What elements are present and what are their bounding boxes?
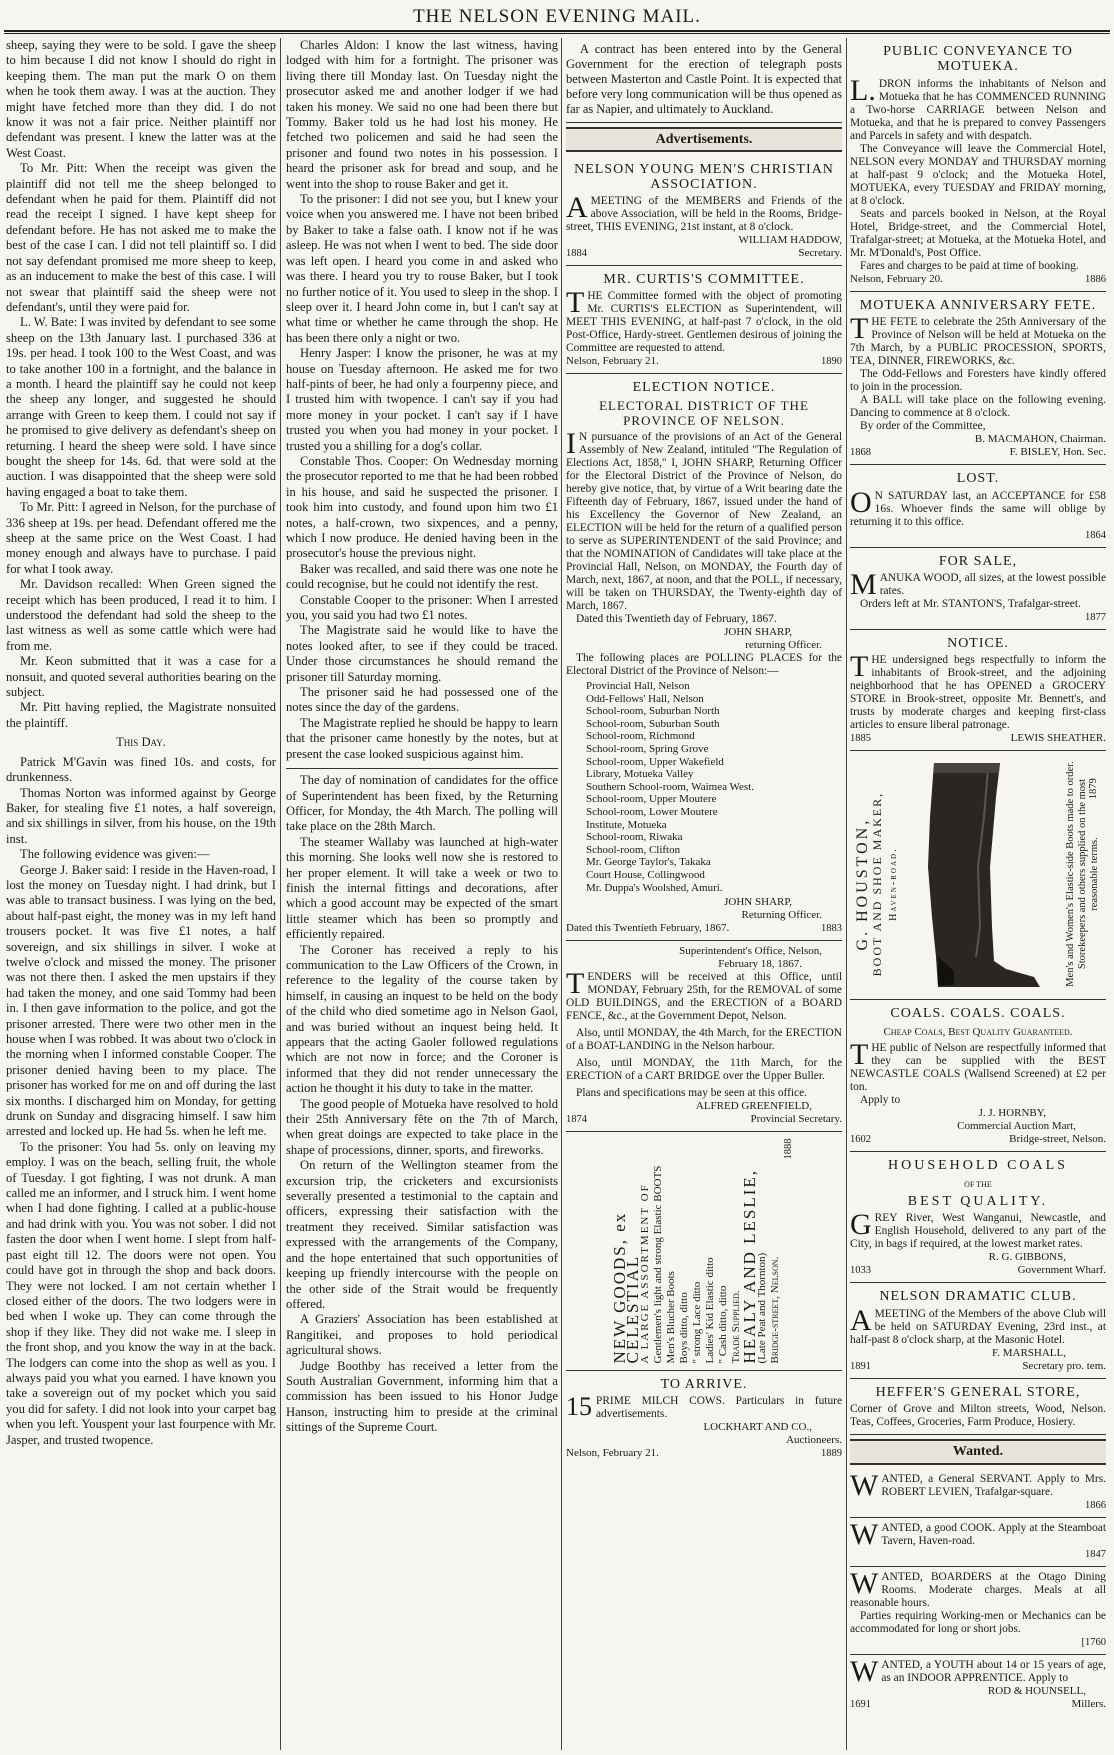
ad-office-date: February 18, 1867. [718, 958, 802, 971]
ad-body: A BALL will take place on the following evening. Dancing to commence at 8 o'clock. [850, 394, 1106, 420]
ad-role: returning Officer. [745, 639, 822, 651]
ad-body: AMEETING of the Members of the above Club will be held on SATURDAY Evening, 23rd inst., at half-past 8 o'clock sharp, at the Masonic Hotel. [850, 1303, 1106, 1346]
list-item: Library, Motueka Valley [586, 768, 694, 781]
list-item: Provincial Hall, Nelson [586, 680, 690, 692]
ad-number: 1889 [821, 1448, 842, 1460]
ad-body: WANTED, a YOUTH about 14 or 15 years of age, as an INDOOR APPRENTICE. Apply to [850, 1654, 1106, 1688]
ad-title: ELECTION NOTICE. [632, 380, 776, 395]
ad-body: AMEETING of the MEMBERS and Friends of the above Association, will be held in the Rooms, Bridge-street, THIS EVENING, 21st instant, at 8 o'clock. [566, 191, 842, 233]
paragraph: The good people of Motueka have resolved to hold their 25th Anniversary fête on the 7th of March, when great doings are expected to take place in the shape of processions, dinner, sports, and fireworks. [286, 1096, 558, 1157]
wanted-header: Wanted. [850, 1439, 1106, 1464]
list-item: Ladies' Kid Elastic ditto [704, 1257, 716, 1364]
ad-title: NOTICE. [947, 636, 1009, 652]
ad-line: Gentlemen's light and strong Elastic BOOTS [652, 1165, 664, 1364]
ad-role: Returning Officer. [741, 909, 822, 922]
polling-intro: The following places are POLLING PLACES for the Electoral District of the Province of Nelson:— [566, 652, 842, 677]
paragraph: sheep, saying they were to be sold. I gave the sheep to him because I did not know I should do right in keeping them. The man put the mark O on them when he took them away. I was at the auction. They might have fetched more than they did. I do not know it was not a fair price. Neither plaintiff nor defendant was present. I knew the latter was at the West Coast. [6, 38, 276, 160]
paragraph: On return of the Wellington steamer from the excursion trip, the cricketers and excursionists severally presented a testimonial to the captain and officers, expressing their satisfaction with the treatment they received. Similar satisfaction was expressed with the arrangements of the Company, and the hope entertained that such opportunities of keeping up friendly intercourse with the people on the other side of the Strait would be frequently offered. [286, 1158, 558, 1311]
ad-body [566, 1392, 842, 1422]
list-item: " strong Lace ditto [691, 1281, 703, 1364]
list-item: Southern School-room, Waimea West. [586, 780, 754, 793]
paragraph: Mr. Pitt having replied, the Magistrate nonsuited the plaintiff. [6, 700, 276, 730]
column-rule [561, 38, 562, 1750]
ad-title: MOTUEKA ANNIVERSARY FETE. [859, 297, 1097, 313]
boot-maker-ad [850, 751, 1106, 1000]
ad-signer: ROD & HOUNSELL, [987, 1684, 1086, 1697]
masthead-rule [4, 30, 1110, 34]
ad-signer: F. BISLEY, Hon. Sec. [1009, 446, 1106, 459]
list-item: Mr. Duppa's Woolshed, Amuri. [586, 881, 723, 894]
dramatic-club-ad [850, 1283, 1106, 1378]
list-item: School-room, Upper Wakefield [586, 755, 724, 768]
ad-role: Bridge-street, Nelson. [1009, 1133, 1106, 1146]
ad-name: G. HOUSTON, [853, 818, 871, 951]
for-sale-ad [850, 548, 1106, 630]
ad-number: 1877 [1085, 612, 1106, 624]
paragraph: To the prisoner: You had 5s. only on leaving my employ. I was on the beach, selling fruit, the whole of Tuesday. I got fighting, I was not drunk. A man called me an informer, and I struck him. I went home when I had done fighting. I called at a public-house and had drink with you. You was not sober. I did not fasten the door when I went home. I slept from half-past eight till 12. The doors were not open. You could have got in through the shop and back doors. They were not locked. I am not certain whether I closed either of the doors. The two lodgers were in bed when I woke up. They can come through the shop if they like. They did not wake me. I sleep in the front shop, and you know the way in at the back. The lodgers can come into the shop as well as you. I always paid you what you earned. I have known you take a sovereign out of my pocket which you said you did for safety. I did not look into your carpet bag when you left. Youspent your last fourpence with Mr. Jasper, and trusted twopence. [6, 1139, 276, 1447]
list-item: Boys ditto, ditto [678, 1292, 690, 1364]
ad-title: NELSON YOUNG MEN'S CHRISTIAN ASSOCIATION. [574, 162, 834, 192]
ad-title: NEW GOODS, ex CELESTIAL [610, 1211, 642, 1364]
list-item: Mr. George Taylor's, Takaka [586, 856, 711, 869]
paragraph: The day of nomination of candidates for the office of Superintendent has been fixed, by the Returning Officer, for Monday, the 4th March. The polling will take place on the 28th March. [286, 773, 558, 834]
wanted-ad [850, 1518, 1106, 1567]
election-notice-ad [566, 374, 842, 941]
paragraph: The prisoner said he had possessed one of the notes since the day of the gardens. [286, 685, 558, 715]
list-item: " Cash ditto, ditto [717, 1285, 729, 1364]
ad-body: Corner of Grove and Milton streets, Wood, Nelson. Teas, Coffees, Groceries, Farm Produce, Hosiery. [850, 1403, 1106, 1429]
to-arrive-ad [566, 1371, 842, 1465]
ad-signer: JOHN SHARP, [724, 896, 792, 909]
ad-title: COALS. COALS. COALS. [890, 1006, 1066, 1022]
paragraph: Mr. Keon submitted that it was a case for a nonsuit, and quoted several authorities bearing on the subject. [6, 654, 276, 700]
ad-address: Bridge-street, Nelson. [769, 1256, 781, 1364]
ad-body: THE public of Nelson are respectfully informed that they can be supplied with the BEST NEWCASTLE COALS (Wallsend Screened) at £2 per ton. [850, 1038, 1106, 1094]
conveyance-ad [850, 38, 1106, 292]
paragraph: The Coroner has received a reply to his communication to the Law Officers of the Crown, in reference to the legality of the course taken by himself, in causing an inquest to be held on the body of the child who died sometime ago in Nelson Gaol, and was buried without an inquest being held. It appears that the acting Gaoler followed regulations which are not now in force; and the Coroner is informed that they did not render unnecessary the action he thought it his duty to take in the matter. [286, 942, 558, 1096]
ad-body: WANTED, BOARDERS at the Otago Dining Rooms. Moderate charges. Meals at all reasonable hours. [850, 1566, 1106, 1609]
ad-title: LOST. [956, 471, 1000, 487]
paragraph: A Graziers' Association has been established at Rangitikei, and proposes to hold periodical agricultural shows. [286, 1312, 558, 1358]
ad-signer: J. J. HORNBY, [978, 1107, 1046, 1120]
ad-signer: WILLIAM HADDOW, [738, 234, 842, 246]
paragraph: Mr. Davidson recalled: When Green signed the receipt which has been produced, I read it to him. I understood the defendant had sold the sheep to the last witness as well as some cattle which were had from me. [6, 577, 276, 653]
ad-role: Government Wharf. [1017, 1264, 1106, 1277]
paragraph: Baker was recalled, and said there was one note he could recognise, but he could not identify the rest. [286, 561, 558, 592]
fete-ad [850, 292, 1106, 465]
ad-date: Nelson, February 21. [566, 355, 659, 367]
ad-title: HEFFER'S GENERAL STORE, [875, 1384, 1081, 1400]
paragraph: L. W. Bate: I was invited by defendant to see some sheep on the 13th January last. I purchased 336 at 19s. per head. I took 100 to the West Coast, and was to take another 100 in a fortnight, and the balance in a month. I heard the plaintiff say he could not keep the sheep any longer, and suggested he should arrange with Green to keep them. I could not say if he promised to give delivery as defendant's sheep on returning. I heard the sheep were sold. I have since bought the sheep for 14s. 6d. that were sold at the auction. I was disappointed that the sheep were sold having engaged a boat to take them. [6, 315, 276, 499]
ad-title: NELSON DRAMATIC CLUB. [879, 1289, 1077, 1305]
ad-number: 1874 [566, 1114, 587, 1126]
ad-line: A LARGE ASSORTMENT OF [639, 1183, 651, 1364]
lost-ad [850, 465, 1106, 547]
ad-title: HOUSEHOLD COALS [888, 1158, 1068, 1174]
ad-title: FOR SALE, [938, 553, 1018, 569]
paragraph: The following evidence was given:— [20, 847, 210, 862]
telegraph-notice [566, 38, 842, 123]
ad-title: PUBLIC CONVEYANCE TO MOTUEKA. [883, 44, 1073, 75]
ad-title: TO ARRIVE. [660, 1377, 748, 1393]
section-divider [286, 768, 558, 769]
ad-body: Also, until MONDAY, the 4th March, for the ERECTION of a BOAT-LANDING in the Nelson harbour. [566, 1027, 842, 1053]
section-subhead: This Day. [116, 735, 166, 750]
ad-body: IN pursuance of the provisions of an Act of the General Assembly of New Zealand, intituled "The Regulation of Elections Act, 1858," I, JOHN SHARP, Returning Officer for the Electoral District of the Province of Nelson, do hereby give notice, that, by virtue of a Writ bearing date the Fifteenth day of February, 1867, issued under the hand of his Excellency the Governor of New Zealand, an ELECTION will be held for the return of a qualified person to serve as SUPERINTENDENT of the said Province; and that the NOMINATION of Candidates will take place at the Provincial Hall, Nelson, on MONDAY, the Fourth day of March, next, 1867, at noon, and that the POLL, if necessary, will be taken on THURSDAY, the Twenty-eighth day of March, 1867. [566, 427, 842, 612]
newspaper-title: THE NELSON EVENING MAIL. [413, 6, 701, 27]
ad-number: 1864 [1085, 529, 1106, 541]
ad-subtitle: Cheap Coals, Best Quality Guaranteed. [883, 1025, 1073, 1038]
ad-dated: Dated this Twentieth February, 1867. [566, 922, 730, 935]
boot-illustration-icon [914, 757, 1054, 993]
paragraph: To Mr. Pitt: I agreed in Nelson, for the purchase of 336 sheep at 19s. per head. Defendant offered me the sheep at the same price on the West Coast. I had money enough and always have to purchase. I paid for what I took away. [6, 500, 276, 576]
list-item: School-room, Suburban North [586, 705, 720, 718]
ad-signer: R. G. GIBBONS, [988, 1251, 1066, 1264]
ad-dated: Dated this Twentieth day of February, 1867. [576, 613, 777, 625]
list-item: Men's Blucher Boots [665, 1271, 677, 1364]
paragraph: The Magistrate replied he should be happy to learn that the prisoner came honestly by the notes, but at present the case looked suspicious against him. [286, 715, 558, 761]
list-item: School-room, Riwaka [586, 831, 683, 844]
paragraph: Thomas Norton was informed against by George Baker, for stealing five £1 notes, a half sovereign, and six shillings in silver, from his house, on the 19th inst. [6, 785, 276, 846]
ad-body: Parties requiring Working-men or Mechanics can be accommodated for long or short jobs. [850, 1609, 1106, 1635]
ad-number: [1760 [1081, 1636, 1106, 1648]
paragraph: Patrick M'Gavin was fined 10s. and costs, for drunkenness. [6, 754, 276, 785]
ad-apply: Apply to [860, 1094, 901, 1107]
column-2 [286, 38, 558, 1750]
ad-signer: JOHN SHARP, [724, 626, 792, 638]
list-item: School-room, Upper Moutere [586, 793, 717, 806]
ad-side-text: Men's and Women's Elastic-side Boots made to order. [1065, 761, 1076, 988]
ad-number: 1888 [783, 1138, 794, 1160]
column-rule [280, 38, 281, 1750]
ad-body: L.DRON informs the inhabitants of Nelson and Motueka that he has COMMENCED RUNNING a Two-horse CARRIAGE between Nelson and Motueka, and that he is prepared to convey Passengers and Parcels in safety and with despatch. [850, 73, 1106, 142]
ad-number: 1879 [1087, 778, 1099, 800]
ad-body: Orders left at Mr. STANTON'S, Trafalgar-street. [860, 598, 1081, 611]
list-item: Odd-Fellows' Hall, Nelson [586, 692, 704, 705]
ad-road: Haven-road. [887, 847, 899, 922]
ad-signer: LOCKHART AND CO., [703, 1421, 812, 1434]
ad-body: THE undersigned begs respectfully to inform the inhabitants of Brook-street, and the adjoining neighborhood that he has OPENED a GROCERY STORE in Brook-street, opposite Mr. Bennett's, and trusts by moderate charges and keeping first-class articles to ensure liberal patronage. [850, 650, 1106, 732]
ad-body: WANTED, a General SERVANT. Apply to Mrs. ROBERT LEVIEN, Trafalgar-square. [850, 1468, 1106, 1502]
ad-number: 1890 [821, 356, 842, 367]
household-coals-ad [850, 1152, 1106, 1283]
wanted-ad [850, 1655, 1106, 1716]
ad-subtitle: ELECTORAL DISTRICT OF THE PROVINCE OF NELSON. [599, 398, 809, 428]
paragraph: Charles Aldon: I know the last witness, having lodged with him for a fortnight. The prisoner was living there till Monday last. On Tuesday night the prosecutor asked me and another lodger if we had taken his money. We said no one had been there but Tommy. Baker told us he had lost his money. He fetched two policemen and said he had seen the prisoner and found two notes in his possession. I heard the prisoner ask for bread and soup, and he went into the shop to rouse Baker and get it. [286, 38, 558, 191]
ad-body: Fares and charges to be paid at time of booking. [860, 259, 1079, 272]
paragraph: Constable Thos. Cooper: On Wednesday morning the prosecutor reported to me that he had been robbed in his house, and said he suspected the prisoner. I took him into custody, and found upon him two £1 notes, a half-crown, two sixpences, and a penny, which I now produce. He denied having been in the prosecutor's house the previous night. [286, 453, 558, 561]
ad-number: 1868 [850, 447, 871, 459]
boot-maker-name [855, 775, 901, 995]
notice-ad [850, 630, 1106, 751]
column-4 [850, 38, 1106, 1750]
ad-number: 1883 [821, 923, 842, 935]
ad-side-text: Storekeepers and others supplied on the most reasonable terms. [1077, 779, 1100, 970]
column-rule [846, 38, 847, 1750]
ad-role: Secretary. [798, 247, 842, 259]
ad-number: 1886 [1085, 273, 1106, 285]
ad-role: Provincial Secretary. [750, 1113, 842, 1126]
ad-number: 1866 [1085, 1499, 1106, 1511]
ad-number: 1885 [850, 733, 871, 745]
paragraph: To the prisoner: I did not see you, but I knew your voice when you answered me. I have not been bribed by Baker to take a false oath. I know not if he was asleep. He was not when I went to bed. The side door was left open. I heard you come in and asked who was there. I heard you try to rouse Baker, but I took no further notice of it. You used to sleep in the shop. I sleep over it. I heard John come in, but I can't say at what time or whether he came through the shop. He has been there only a night or two. [286, 192, 558, 345]
list-item: Court House, Collingwood [586, 868, 705, 881]
ad-body: MANUKA WOOD, all sizes, at the lowest possible rates. [850, 568, 1106, 602]
ymca-ad [566, 156, 842, 266]
ad-body: The Odd-Fellows and Foresters have kindly offered to join in the procession. [850, 368, 1106, 394]
ad-body: WANTED, a good COOK. Apply at the Steamboat Tavern, Haven-road. [850, 1517, 1106, 1551]
ad-body: By order of the Committee, [860, 420, 986, 433]
ad-number: 1891 [850, 1360, 871, 1372]
ad-number: 1691 [850, 1698, 871, 1710]
ad-body: TENDERS will be received at this Office, until MONDAY, February 25th, for the REMOVAL of some OLD BUILDINGS, and the ERECTION of a BOARD FENCE, &c., at the Government Depot, Nelson. [566, 967, 842, 1023]
ad-firm: HEALY AND LESLIE, [740, 1169, 759, 1364]
masthead [0, 0, 1114, 30]
ad-signer: ALFRED GREENFIELD, [695, 1100, 812, 1113]
ad-date: Nelson, February 21. [566, 1447, 659, 1460]
ad-number: 1033 [850, 1265, 871, 1277]
paragraph: Henry Jasper: I know the prisoner, he was at my house on Tuesday afternoon. He asked me for two half-pints of beer, he had only a fourpenny piece, and I trusted him with twopence. I can't say if you had more money in your pocket. I can't say if I have trusted you when you had money in your pocket. I trusted you a shilling for a dog's collar. [286, 346, 558, 453]
ad-body: THE FETE to celebrate the 25th Anniversary of the Province of Nelson will be held at Motueka on the 7th March, by a PUBLIC PROCESSION, SPORTS, TEA, DINNER, FIREWORKS, &c. [850, 312, 1106, 368]
wanted-ad [850, 1469, 1106, 1518]
ad-signer: F. MARSHALL, [992, 1346, 1066, 1359]
ad-number: 1884 [566, 248, 587, 259]
curtis-committee-ad [566, 266, 842, 374]
ad-number: 1602 [850, 1134, 871, 1146]
ad-body: The Conveyance will leave the Commercial Hotel, NELSON every MONDAY and THURSDAY morning at half-past 9 o'clock; and the Motueka Hotel, MOTUEKA, every TUESDAY and FRIDAY morning, at 8 o'clock. [850, 142, 1106, 207]
paragraph: To Mr. Pitt: When the receipt was given the plaintiff did not tell me the sheep belonged to defendant when he paid for them. Plaintiff did not read the receipt I signed. I have kept sheep for defendant before. He has not asked me to make the best of the case I can. I did not tell plaintiff so. I did not say defendant promised me more sheep to keep, as an inducement to make the best of this case. I will not swear that plaintiff said the sheep were not defendant's, until they were paid for. [6, 161, 276, 314]
paragraph: The steamer Wallaby was launched at high-water this morning. She looks well now she is restored to her proper element. It will take a week or two to finish the internal fittings and decorations, after which a good account may be expected of the smart little steamer which has been so promptly and efficiently repaired. [286, 834, 558, 942]
ad-body: THE Committee formed with the object of promoting Mr. CURTIS'S ELECTION as Superintendent, will MEET THIS EVENING, at half-past 7 o'clock, in the old Post-Office, Hardy-street. Gentlemen desirous of joining the Committee are requested to attend. [566, 286, 842, 354]
ad-body: Also, until MONDAY, the 11th March, for the ERECTION of a CART BRIDGE over the Upper Buller. [566, 1057, 842, 1083]
ad-of: OF THE [964, 1179, 992, 1189]
ad-title: BEST QUALITY. [907, 1194, 1049, 1210]
ad-role: Millers. [1071, 1697, 1106, 1710]
list-item: School-room, Suburban South [586, 717, 720, 730]
rotated-ad-text [610, 1138, 795, 1364]
ad-trade: Trade Supplied. [730, 1290, 742, 1364]
tenders-ad [566, 941, 842, 1132]
ad-body: GREY River, West Wanganui, Newcastle, and English Household, delivered to any part of the City, in bags if required, at the lowest market rates. [850, 1208, 1106, 1251]
list-item: School-room, Richmond [586, 730, 695, 743]
ad-office: Superintendent's Office, Nelson, [679, 945, 822, 958]
paragraph: The Magistrate said he would like to have the notes looked after, to see if they could be traced. Under those circumstances he should remand the prisoner till Saturday morning. [286, 623, 558, 684]
ad-body: Seats and parcels booked in Nelson, at the Royal Hotel, Bridge-street, and the Commercial Hotel, Trafalgar-street; at Motueka, at the Motueka Hotel, and Mr. M'Donald's, Post Office. [850, 207, 1106, 259]
wanted-ad [850, 1567, 1106, 1655]
paragraph: Constable Cooper to the prisoner: When I arrested you, you said you had two £1 notes. [286, 592, 558, 623]
list-item: School-room, Spring Grove [586, 742, 709, 755]
paragraph: Judge Boothby has received a letter from the South Australian Government, informing him that a commission has been issued to his Honor Judge Hanson, instructing him to preside at the criminal sittings of the Supreme Court. [286, 1358, 558, 1435]
ad-count: 15 [566, 1392, 592, 1422]
ad-body-text: PRIME MILCH COWS. Particulars in future advertisements. [596, 1395, 842, 1421]
ad-signer: B. MACMAHON, Chairman. [974, 433, 1106, 446]
ad-body: Plans and specifications may be seen at this office. [576, 1087, 808, 1100]
ad-trade: BOOT AND SHOE MAKER, [870, 792, 885, 977]
ad-role: Auctioneers. [786, 1434, 842, 1447]
ad-firm-sub: (Late Peat and Thornton) [756, 1252, 768, 1364]
ad-role: Secretary pro. tem. [1022, 1359, 1106, 1372]
polling-places-list [586, 680, 842, 894]
paragraph: George J. Baker said: I reside in the Haven-road, I lost the money on Tuesday night. I had drink, but I was able to transact business. I was lying on the bed, about half-past eight, the money was in my left hand trousers pocket. It was five £1 notes, a half sovereign, and six shillings in silver. I woke at twelve o'clock and missed the money. The prisoner was not there then. I asked the men upstairs if they had taken the money, and one said Tommy had been in. I then gave information to the police, and got the prisoner arrested. There were two other men in the house when I was robbed. It was about two o'clock in the morning when I informed constable Cooper. The prisoner denied having been to my place. The prisoner has worked for me on and off during the last six months. I discharged him on Monday, for getting drunk on Sunday and disgracing himself. I saw him arrested and locked up. He had 5s. when he left me. [6, 862, 276, 1139]
list-item: School-room, Lower Moutere [586, 805, 718, 818]
ad-title: MR. CURTIS'S COMMITTEE. [603, 272, 805, 287]
heffer-store-ad [850, 1379, 1106, 1435]
new-goods-ad [566, 1132, 842, 1371]
list-item: School-room, Clifton [586, 843, 681, 856]
column-3 [566, 38, 842, 1750]
coals-ad [850, 1000, 1106, 1152]
ad-date: Nelson, February 20. [850, 272, 943, 285]
ad-role: Commercial Auction Mart, [957, 1120, 1076, 1133]
paragraph: A contract has been entered into by the General Government for the erection of telegraph posts between Masterton and Castle Point. It is expected that before very long communication will be thus opened as far as Napier, and ultimately to Auckland. [566, 42, 842, 116]
advertisements-header: Advertisements. [566, 127, 842, 152]
ad-body: ON SATURDAY last, an ACCEPTANCE for £58 16s. Whoever finds the same will oblige by returning it to this office. [850, 485, 1106, 528]
column-1 [6, 38, 276, 1750]
ad-number: 1847 [1085, 1548, 1106, 1560]
list-item: Institute, Motueka [586, 818, 667, 831]
ad-signer: LEWIS SHEATHER. [1010, 732, 1106, 745]
